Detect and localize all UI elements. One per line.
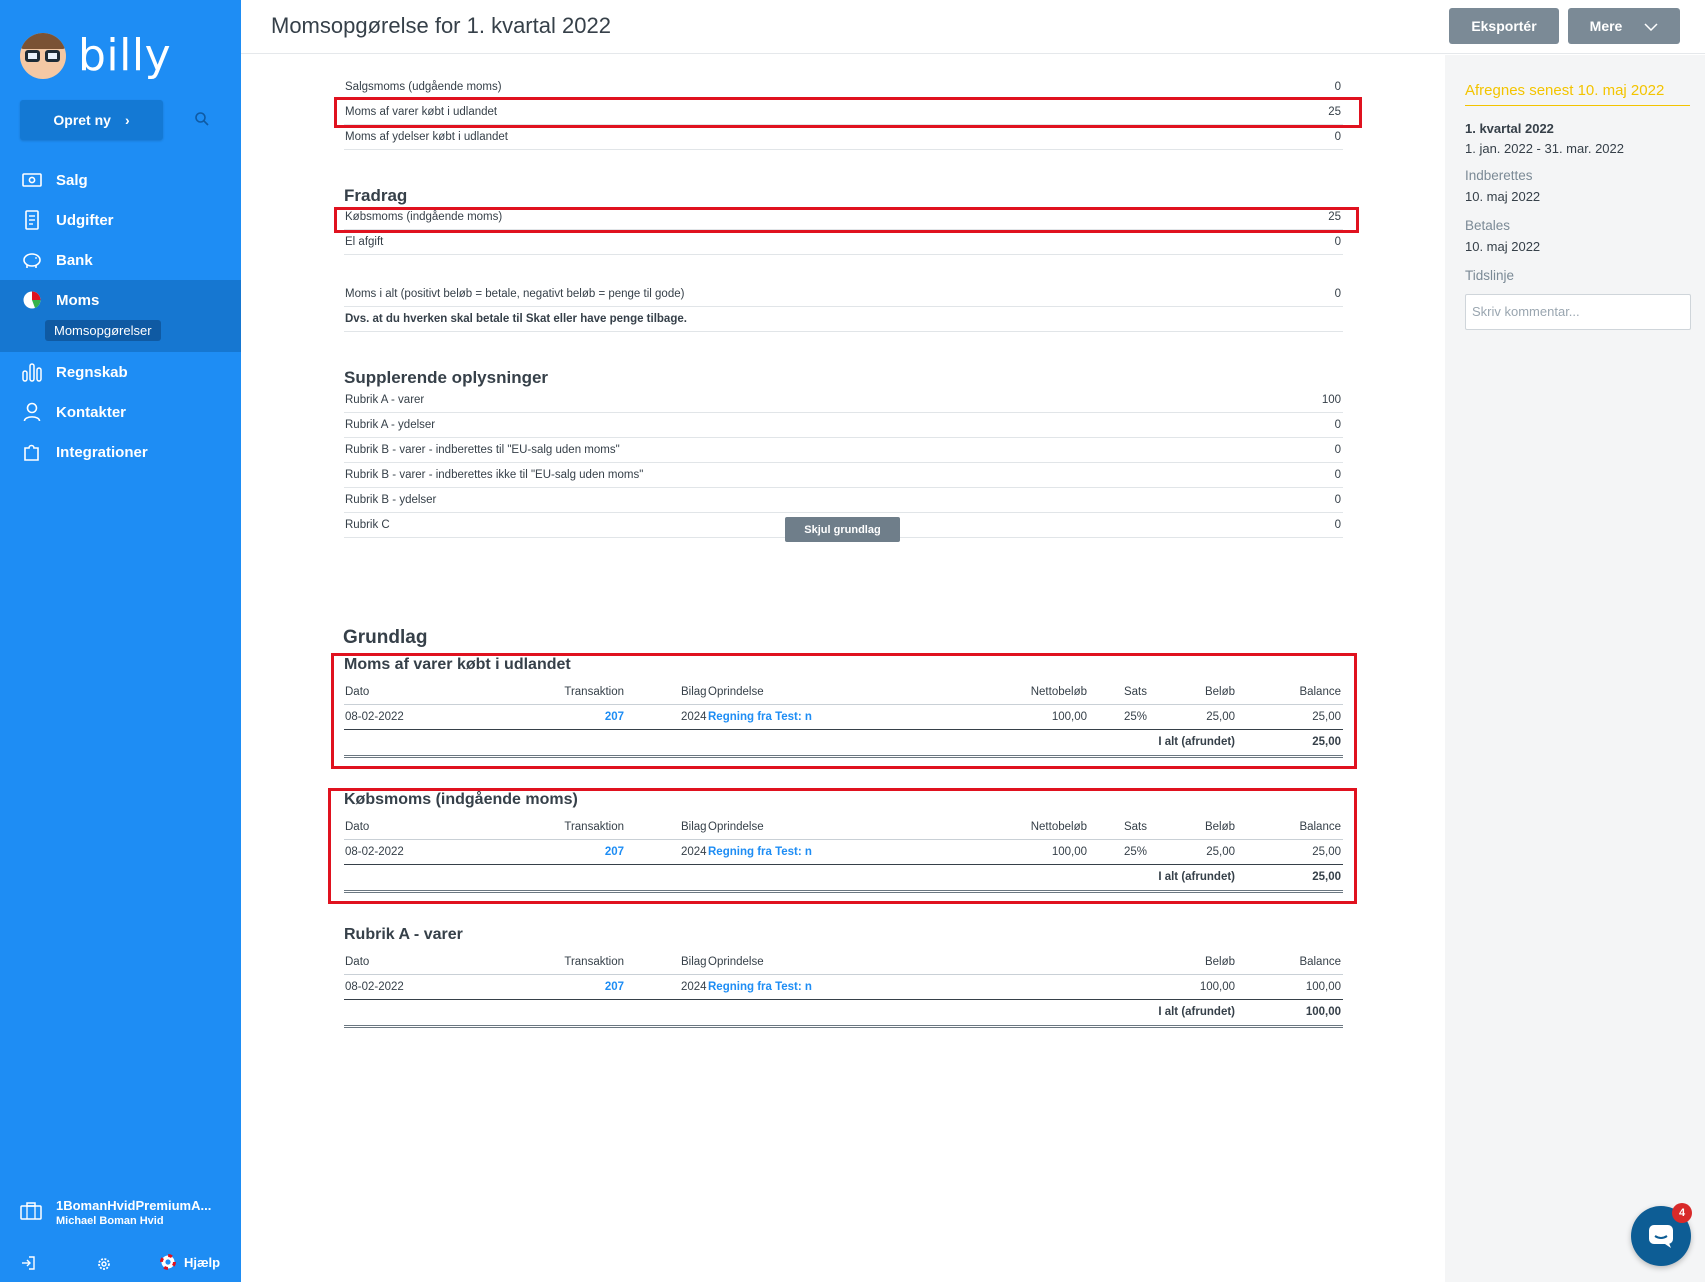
more-label: Mere (1589, 18, 1623, 34)
table-total-row: I alt (afrundet) 100,00 (344, 1000, 1343, 1028)
receipt-icon (21, 209, 43, 231)
table-title: Rubrik A - varer (344, 926, 463, 943)
search-icon[interactable] (194, 111, 210, 127)
transaction-link[interactable]: 207 (604, 846, 624, 858)
timeline-label: Tidslinje (1465, 268, 1515, 283)
pay-date: 10. maj 2022 (1465, 239, 1541, 254)
table-header: Dato Transaktion Bilag Oprindelse Nettobeløb Sats Beløb Balance (344, 815, 1343, 840)
logo-face-icon (20, 33, 66, 79)
person-icon (21, 401, 43, 423)
hide-basis-button[interactable]: Skjul grundlag (785, 517, 900, 542)
table-header: Dato Transaktion Bilag Oprindelse Nettobeløb Sats Beløb Balance (344, 680, 1343, 705)
sidebar-item-regnskab[interactable] (0, 352, 241, 392)
sidebar-footer (0, 1254, 241, 1274)
period-range: 1. jan. 2022 - 31. mar. 2022 (1465, 141, 1624, 156)
create-new-button[interactable] (20, 100, 163, 140)
settings-gear-icon[interactable] (96, 1256, 112, 1275)
sidebar-item-label: Salg (56, 171, 88, 189)
report-row: Moms af ydelser købt i udlandet 0 (344, 125, 1343, 150)
sidebar-item-bank[interactable] (0, 240, 241, 280)
chat-notification-badge: 4 (1672, 1203, 1692, 1223)
money-icon (21, 169, 43, 191)
help-link[interactable] (160, 1254, 220, 1270)
sidebar-item-label: Regnskab (56, 363, 128, 381)
logo-text: billy (78, 30, 172, 81)
logout-icon[interactable] (20, 1256, 36, 1273)
sidebar-item-label: Bank (56, 251, 93, 269)
report-row: Rubrik B - varer - indberettes ikke til "EU-salg uden moms" 0 (344, 463, 1343, 488)
pay-label: Betales (1465, 218, 1511, 233)
report-note-row: Dvs. at du hverken skal betale til Skat eller have penge tilbage. (344, 307, 1343, 332)
report-row: Rubrik C 0 (344, 513, 1343, 538)
sidebar-group-moms (0, 280, 241, 352)
table-header: Dato Transaktion Bilag Oprindelse Beløb Balance (344, 950, 1343, 975)
sidebar-nav (0, 160, 241, 472)
right-panel (1445, 55, 1705, 1282)
bar-chart-icon (21, 361, 43, 383)
vat-total-section (344, 282, 1343, 332)
piggybank-icon (21, 249, 43, 271)
sidebar-item-kontakter[interactable] (0, 392, 241, 432)
create-new-label: Opret ny (53, 112, 111, 128)
chevron-down-icon (1644, 18, 1658, 34)
user-name: Michael Boman Hvid (56, 1215, 164, 1227)
sidebar (0, 0, 241, 1282)
sidebar-item-udgifter[interactable] (0, 200, 241, 240)
sidebar-item-label: Moms (56, 291, 100, 309)
report-row: Rubrik A - varer 100 (344, 388, 1343, 413)
report-date: 10. maj 2022 (1465, 189, 1541, 204)
sidebar-subitem-momsopgorelser[interactable]: Momsopgørelser (45, 320, 161, 341)
transaction-link[interactable]: 207 (604, 981, 624, 993)
origin-link[interactable]: Regning fra Test: n (708, 981, 812, 993)
basis-table-foreign-goods (344, 656, 1343, 758)
supplementary-section (344, 368, 1343, 538)
sidebar-item-label: Kontakter (56, 403, 127, 421)
page-header (241, 0, 1705, 54)
report-row: Rubrik B - varer - indberettes til "EU-salg uden moms" 0 (344, 438, 1343, 463)
origin-link[interactable]: Regning fra Test: n (708, 711, 812, 723)
due-date-heading: Afregnes senest 10. maj 2022 (1465, 82, 1690, 106)
chat-icon (1647, 1223, 1675, 1249)
fradrag-section (344, 186, 1343, 255)
more-button[interactable] (1568, 8, 1680, 44)
report-row: Rubrik B - ydelser 0 (344, 488, 1343, 513)
comment-input[interactable]: Skriv kommentar... (1465, 294, 1691, 330)
sidebar-item-label: Udgifter (56, 211, 114, 229)
sidebar-item-label: Integrationer (56, 443, 148, 461)
organization-switcher[interactable] (20, 1198, 211, 1227)
fradrag-heading: Fradrag (344, 186, 408, 205)
pie-chart-icon (21, 289, 43, 311)
table-row: 08-02-2022 207 2024 Regning fra Test: n 100,00 100,00 (344, 975, 1343, 1000)
table-row: 08-02-2022 207 2024 Regning fra Test: n 100,00 25% 25,00 25,00 (344, 705, 1343, 730)
report-row: Moms af varer købt i udlandet 25 (344, 100, 1343, 125)
report-row: Salgsmoms (udgående moms) 0 (344, 75, 1343, 100)
table-row: 08-02-2022 207 2024 Regning fra Test: n 100,00 25% 25,00 25,00 (344, 840, 1343, 865)
billy-logo[interactable] (20, 30, 171, 82)
sidebar-item-integrationer[interactable] (0, 432, 241, 472)
supplementary-heading: Supplerende oplysninger (344, 368, 549, 387)
export-button[interactable]: Eksportér (1449, 8, 1559, 44)
report-row: Købsmoms (indgående moms) 25 (344, 205, 1343, 230)
transaction-link[interactable]: 207 (604, 711, 624, 723)
basis-table-rubrik-a (344, 926, 1343, 1028)
report-row: Moms i alt (positivt beløb = betale, negativt beløb = penge til gode) 0 (344, 282, 1343, 307)
basis-table-purchase-vat (344, 791, 1343, 893)
lifebuoy-icon (160, 1254, 176, 1270)
page-title: Momsopgørelse for 1. kvartal 2022 (271, 13, 611, 38)
report-label: Indberettes (1465, 168, 1533, 183)
help-label: Hjælp (184, 1254, 221, 1270)
report-row: El afgift 0 (344, 230, 1343, 255)
table-title: Købsmoms (indgående moms) (344, 791, 578, 808)
table-total-row: I alt (afrundet) 25,00 (344, 865, 1343, 893)
puzzle-icon (21, 441, 43, 463)
sidebar-item-salg[interactable] (0, 160, 241, 200)
building-icon (20, 1202, 42, 1224)
sales-vat-section (344, 75, 1343, 150)
origin-link[interactable]: Regning fra Test: n (708, 846, 812, 858)
report-row: Rubrik A - ydelser 0 (344, 413, 1343, 438)
table-title: Moms af varer købt i udlandet (344, 656, 571, 673)
period-title: 1. kvartal 2022 (1465, 121, 1554, 136)
sidebar-item-moms[interactable] (0, 280, 241, 320)
organization-name: 1BomanHvidPremiumA... (56, 1198, 212, 1213)
basis-heading: Grundlag (343, 627, 428, 648)
chevron-right-icon: › (124, 112, 130, 128)
table-total-row: I alt (afrundet) 25,00 (344, 730, 1343, 758)
